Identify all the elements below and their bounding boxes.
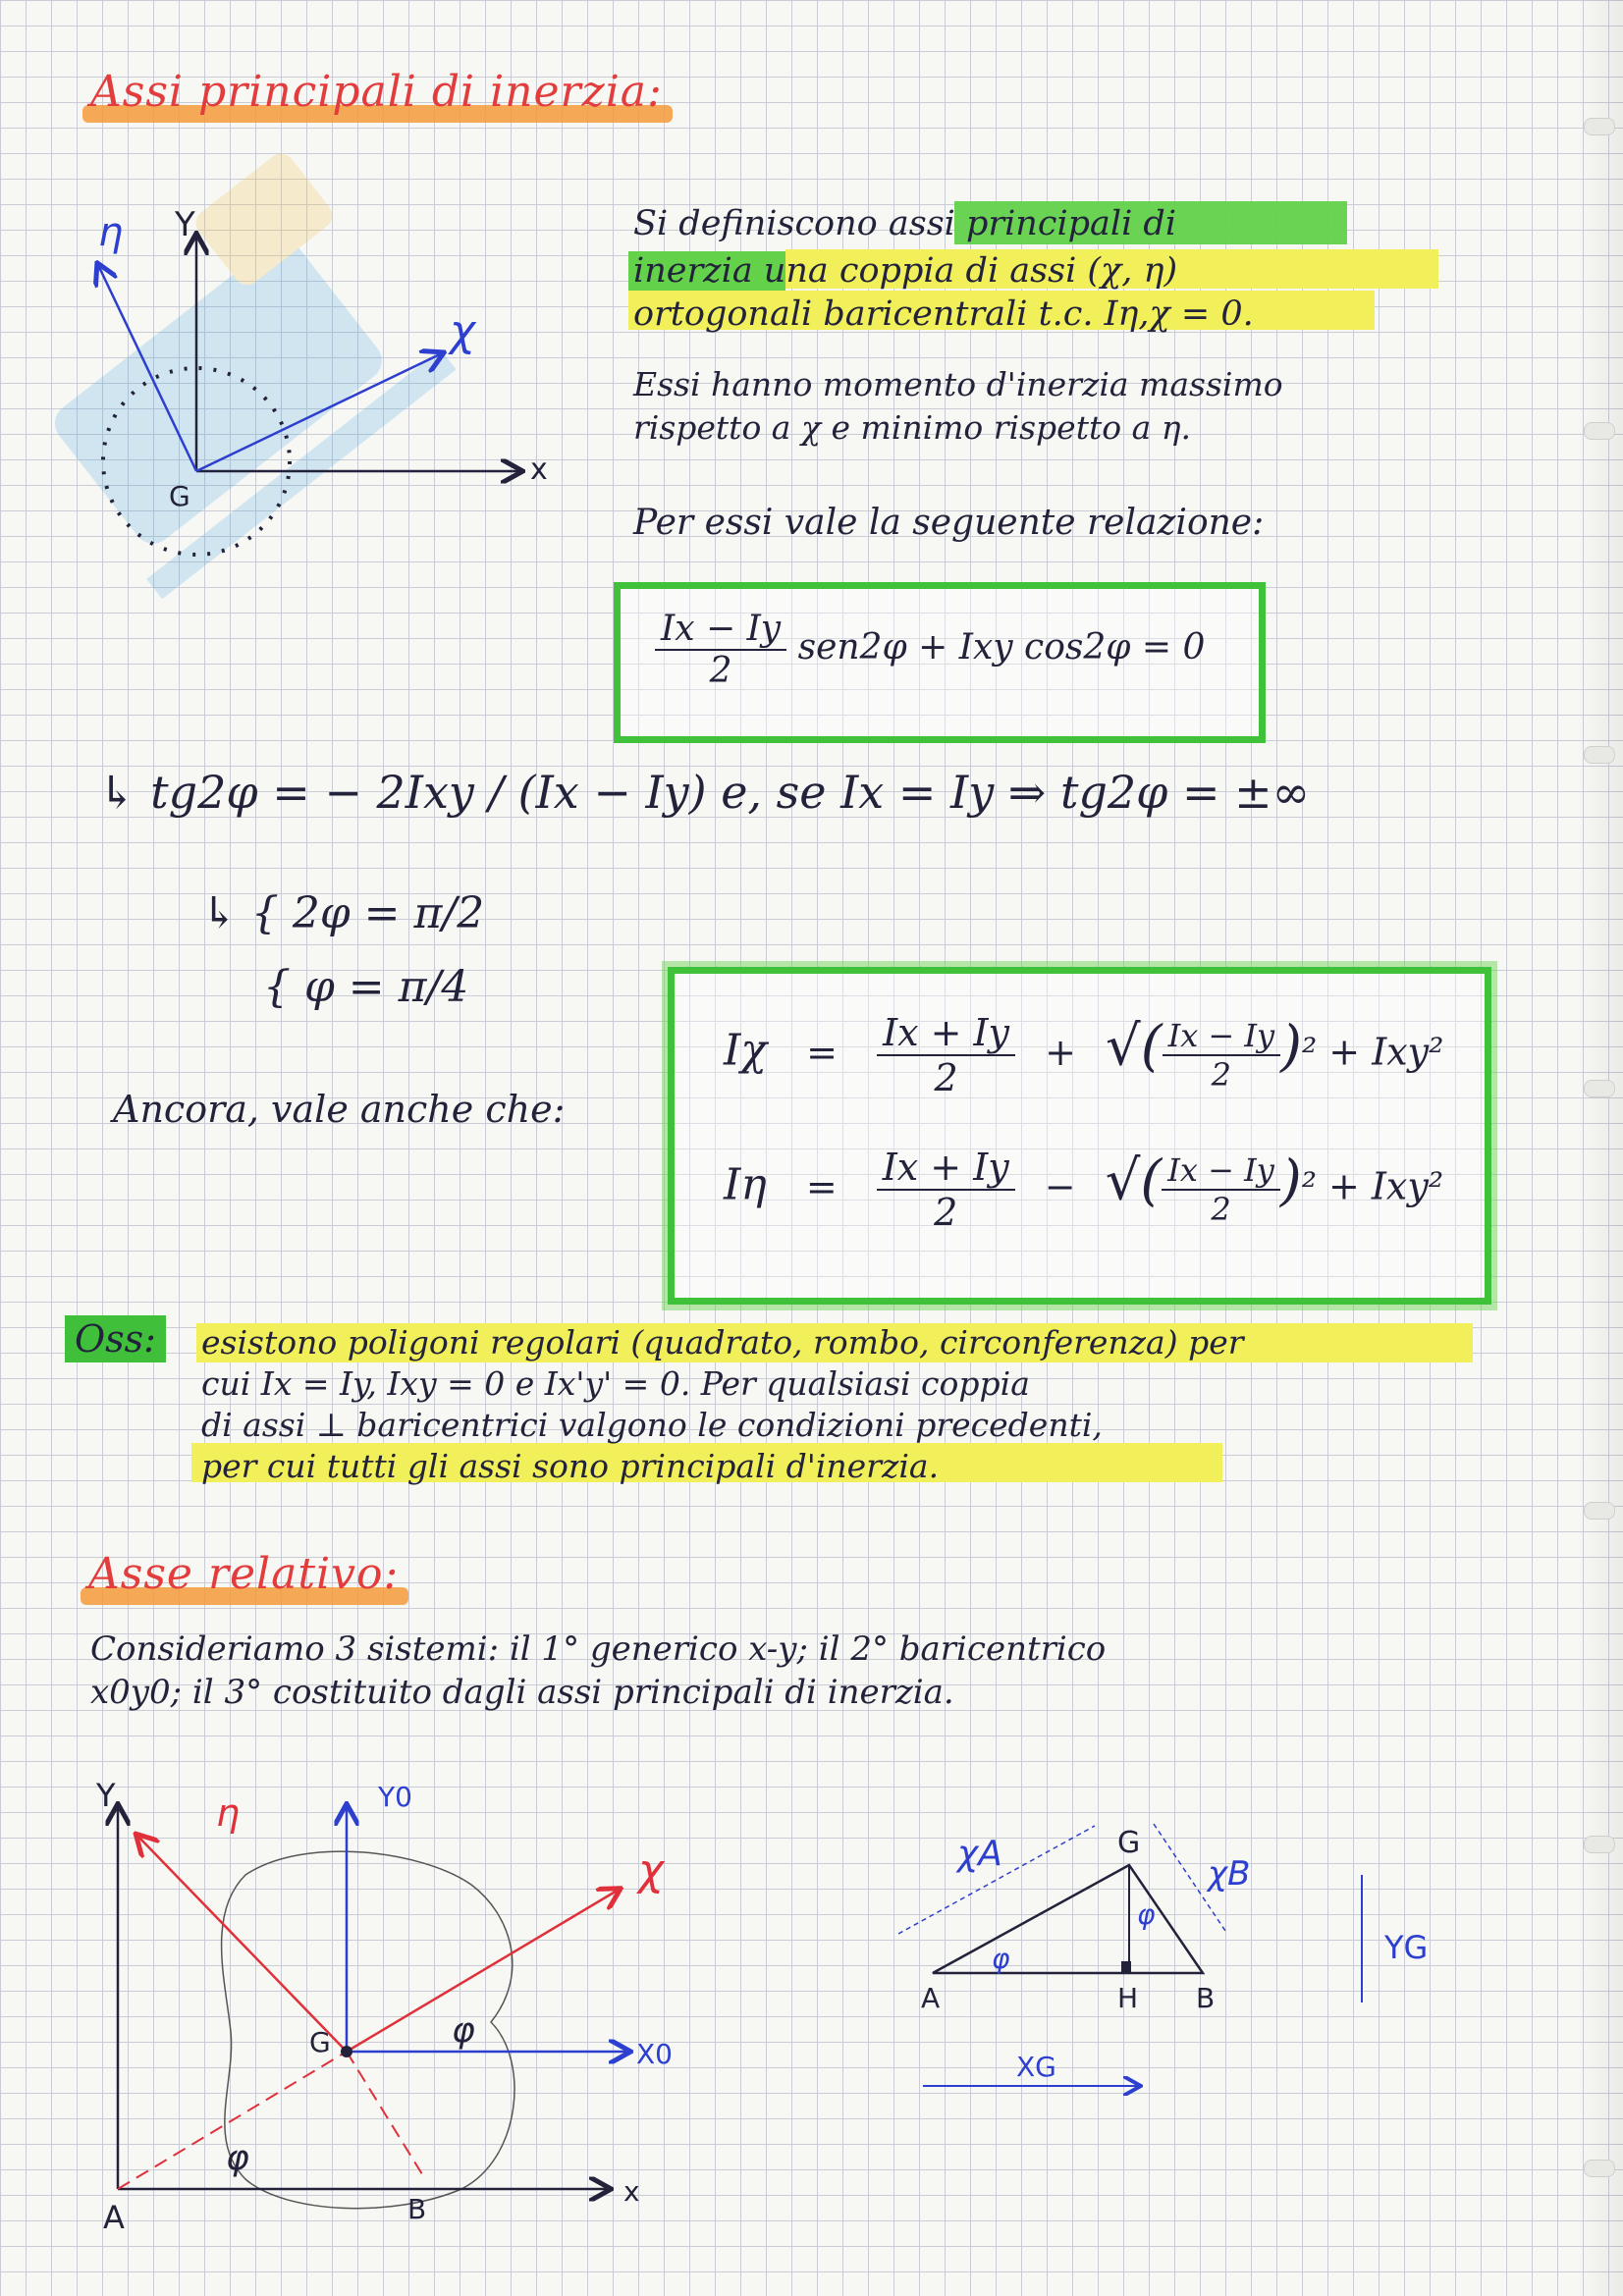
- centroid-point: [341, 2046, 352, 2057]
- system-line-2: { φ = π/4: [263, 962, 469, 1012]
- chi-axis: [347, 1890, 619, 2052]
- label-x: x: [623, 2175, 640, 2208]
- triangle: [933, 1865, 1203, 1973]
- chi-axis: [196, 353, 442, 471]
- formula-numerator: Ix − Iy: [655, 609, 786, 651]
- page-edge: [1578, 0, 1623, 2296]
- system-line-1: ↳ { 2φ = π/2: [201, 888, 485, 938]
- label-Y: Y: [175, 205, 195, 244]
- binder-hole: [1584, 1502, 1615, 1520]
- oss-line-1: esistono poligoni regolari (quadrato, rombo, circonferenza) per: [201, 1323, 1244, 1362]
- moment-line-1: Essi hanno momento d'inerzia massimo: [633, 365, 1283, 403]
- oss-line-4: per cui tutti gli assi sono principali d'inerzia.: [201, 1447, 940, 1485]
- binder-hole: [1584, 422, 1615, 440]
- tg-equation: ↳ tg2φ = − 2Ixy / (Ix − Iy) e, se Ix = Iy ⇒ tg2φ = ±∞: [98, 766, 1311, 819]
- label-eta: η: [98, 210, 124, 255]
- binder-hole: [1584, 2160, 1615, 2177]
- formula-denominator: 2: [709, 651, 732, 691]
- label-phi-1: φ: [992, 1943, 1010, 1975]
- label-G: G: [169, 480, 190, 512]
- label-chi: χ: [450, 306, 476, 356]
- definition-line-1: Si definiscono assi principali di: [633, 204, 1177, 243]
- eta-axis-dashed: [347, 2052, 422, 2174]
- eta-axis: [98, 265, 196, 471]
- label-YG: YG: [1384, 1929, 1429, 1966]
- section2-text-line-2: x0y0; il 3° costituito dagli assi principali di inerzia.: [90, 1673, 954, 1712]
- label-XG: XG: [1016, 2051, 1056, 2083]
- right-angle-mark: [1121, 1961, 1131, 1973]
- label-eta: η: [216, 1791, 241, 1835]
- section2-text-line-1: Consideriamo 3 sistemi: il 1° generico x-y; il 2° baricentrico: [90, 1629, 1107, 1669]
- label-B: B: [407, 2193, 427, 2225]
- label-X0: X0: [636, 2038, 673, 2070]
- boxed-formula-2: [668, 967, 1491, 1305]
- label-x: x: [530, 453, 548, 487]
- formula-I-chi: Iχ = $\frac{Ix + Iy}{2}$ + √( $\frac{Ix - Iy}{2}$ )² + Ixy²: [724, 1011, 1444, 1099]
- oss-label: Oss:: [65, 1315, 166, 1362]
- relative-axes-diagram: [98, 1767, 687, 2238]
- label-phi-2: φ: [1137, 1898, 1156, 1931]
- label-G: G: [1117, 1826, 1141, 1860]
- moment-line-2: rispetto a χ e minimo rispetto a η.: [633, 408, 1191, 447]
- binder-hole: [1584, 1836, 1615, 1853]
- label-B: B: [1196, 1982, 1216, 2014]
- definition-line-3: ortogonali baricentrali t.c. Iη,χ = 0.: [633, 294, 1254, 334]
- relation-intro: Per essi vale la seguente relazione:: [633, 503, 1265, 543]
- oss-line-2: cui Ix = Iy, Ixy = 0 e Ix'y' = 0. Per qualsiasi coppia: [201, 1364, 1030, 1403]
- label-H: H: [1117, 1982, 1139, 2014]
- boxed-formula-1: [614, 582, 1266, 743]
- oss-line-3: di assi ⊥ baricentrici valgono le condizioni precedenti,: [201, 1406, 1103, 1444]
- section-title-principal-axes: Assi principali di inerzia:: [90, 67, 663, 117]
- label-Y: Y: [96, 1777, 116, 1814]
- label-G: G: [309, 2026, 331, 2058]
- binder-hole: [1584, 746, 1615, 764]
- binder-hole: [1584, 1080, 1615, 1097]
- section-title-relative-axis: Asse relativo:: [88, 1549, 399, 1599]
- binder-hole: [1584, 118, 1615, 135]
- label-chiA: χA: [957, 1834, 1002, 1874]
- principal-axes-diagram: [59, 177, 569, 589]
- eta-axis: [137, 1836, 347, 2052]
- definition-line-2: inerzia una coppia di assi (χ, η): [633, 251, 1178, 291]
- label-A: A: [921, 1982, 941, 2014]
- label-phi-1: φ: [452, 2010, 475, 2051]
- ancora-text: Ancora, vale anche che:: [113, 1088, 566, 1131]
- label-chiB: χB: [1208, 1854, 1251, 1894]
- label-A: A: [103, 2199, 125, 2236]
- triangle-diagram: [884, 1796, 1492, 2120]
- label-Y0: Y0: [378, 1781, 412, 1813]
- label-chi: χ: [638, 1845, 665, 1896]
- formula-rest: sen2φ + Ixy cos2φ = 0: [797, 627, 1206, 667]
- label-phi-2: φ: [226, 2138, 249, 2178]
- formula-I-eta: Iη = $\frac{Ix + Iy}{2}$ − √( $\frac{Ix - Iy}{2}$ )² + Ixy²: [724, 1146, 1444, 1234]
